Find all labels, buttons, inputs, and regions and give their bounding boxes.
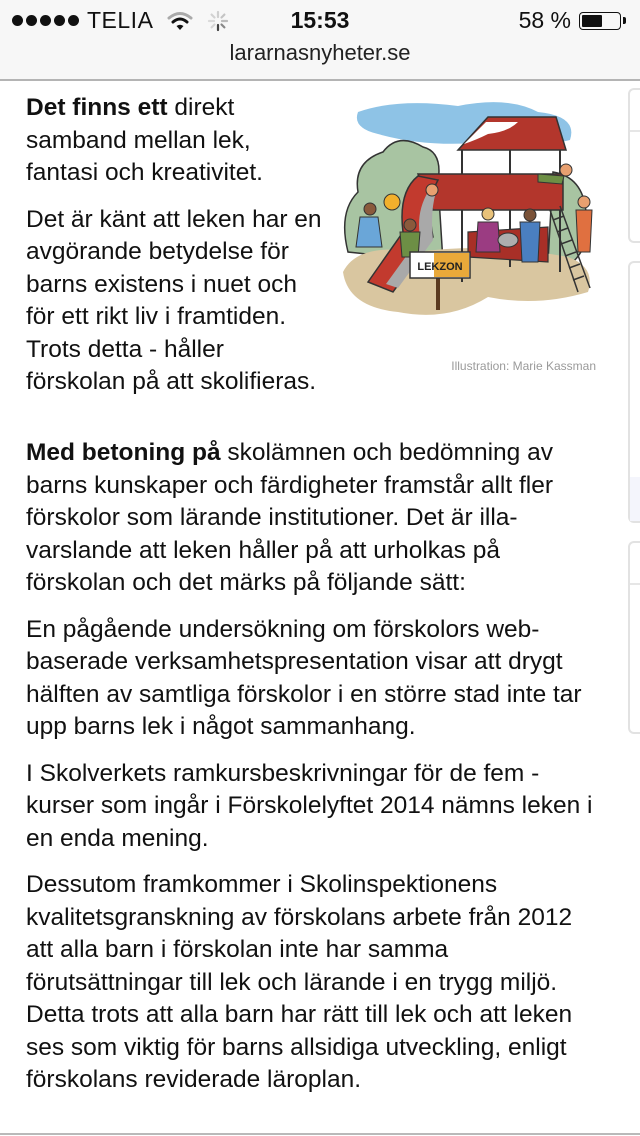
battery-tip [623,17,626,24]
side-card-3[interactable] [628,541,640,734]
paragraph-4: En pågående undersökning om förskolors web-baserade verksamhetspresentation visar att drygt hälften av samtliga förskolor i en större stad inte tar upp barns lek i något sammanhang. [26,615,582,740]
battery-percent: 58 % [518,7,571,33]
intro-bold: Det finns ett [26,94,168,121]
intro-text: direkt samband mellan lek, fantasi och kreativitet. [26,94,263,186]
carrier-name: TELIA [87,7,154,33]
clock: 15:53 [290,7,350,33]
side-card-2[interactable] [628,261,640,523]
paragraph-3-text: skolämnen och bedömning av barns kunskaper och färdigheter framstår allt fler förskolor som lärande institutioner. Det är illa-varslande att leken håller på att urholkas på förskolan och det märks på följande sätt: [26,439,553,596]
bottom-divider [0,1133,640,1135]
article-lead [26,92,604,437]
article-body [26,92,604,1111]
battery-icon [579,12,621,30]
article-figure [336,92,604,373]
ball [384,194,400,210]
sign-text: LEKZON [417,261,463,273]
battery-level-fill [582,15,602,27]
paragraph-3-bold: Med betoning på [26,439,221,466]
paragraph-6: Dessutom framkommer i Skolinspektionens kvalitetsgranskning av förskolans arbete från 2012 att alla barn i förskolan inte har samma förutsättningar till lek och lärande i en trygg miljö. Detta trots att alla barn har rätt till lek och att leken ses som viktig för barns allsidiga utveckling, enligt förskolans reviderade läroplan. [26,871,573,1093]
address-bar-url[interactable]: lararnasnyheter.se [229,40,411,65]
paragraph-2: Det är känt att leken har en avgörande betydelse för barns existens i nuet och för ett rikt liv i framtiden. Trots detta - håller förskolan på att skolifieras. [26,205,322,395]
status-bar [0,0,640,40]
battery-group [519,7,626,34]
paragraph-5: I Skolverkets ramkursbeskrivningar för de fem -kurser som ingår i Förskolelyftet 2014 nämns leken i en enda mening. [26,759,593,852]
figure-caption: Illustration: Marie Kassman [451,359,596,373]
paragraph-intro [26,92,326,190]
paragraph-3 [26,437,604,600]
side-card-1[interactable] [628,88,640,243]
playground-illustration[interactable] [338,92,596,324]
browser-top-bar [0,0,640,81]
